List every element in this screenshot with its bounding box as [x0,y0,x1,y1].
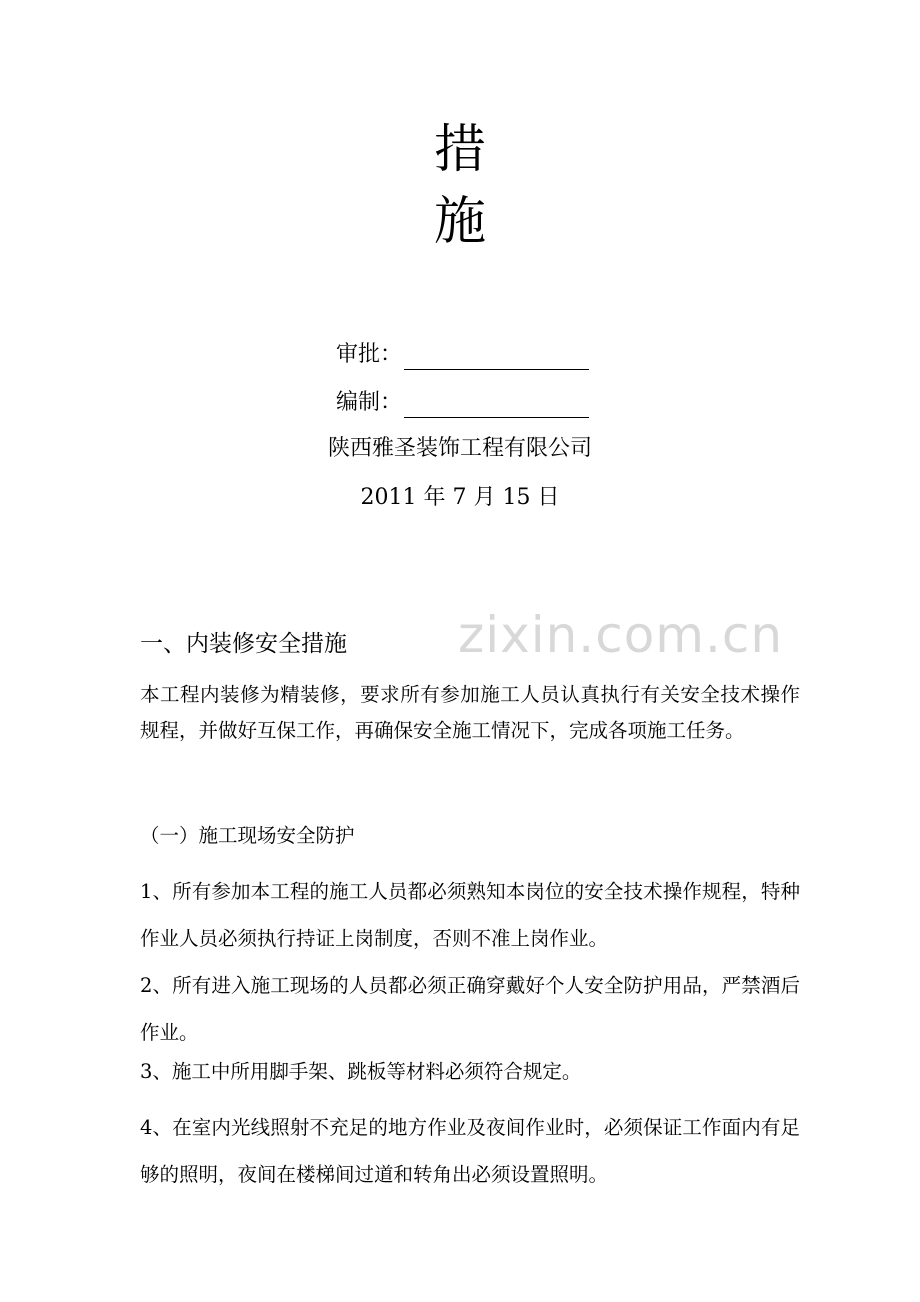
list-item: 4、在室内光线照射不充足的地方作业及夜间作业时，必须保证工作面内有足够的照明，夜间在楼梯间过道和转角出必须设置照明。 [140,1116,800,1186]
intro-paragraph: 本工程内装修为精装修，要求所有参加施工人员认真执行有关安全技术操作规程，并做好互保工作，再确保安全施工情况下，完成各项施工任务。 [140,683,800,742]
document-title-char-1: 措 [433,120,486,180]
approve-signature-row [336,340,589,370]
document-title-char-2: 施 [433,192,486,252]
list-item: 3、施工中所用脚手架、跳板等材料必须符合规定。 [140,1060,582,1083]
approve-signature-line [404,347,589,370]
company-name: 陕西雅圣装饰工程有限公司 [327,436,592,461]
document-date: 2011 年 7 月 15 日 [360,485,560,510]
compile-signature-row [336,388,589,418]
list-item: 2、所有进入施工现场的人员都必须正确穿戴好个人安全防护用品，严禁酒后作业。 [140,974,800,1044]
list-item: 1、所有参加本工程的施工人员都必须熟知本岗位的安全技术操作规程，特种作业人员必须执行持证上岗制度，否则不准上岗作业。 [140,880,800,950]
approve-label: 审批： [336,342,403,367]
section-heading: 一、内装修安全措施 [140,631,347,657]
watermark: zixin.com.cn [458,606,784,664]
subsection-heading: （一）施工现场安全防护 [140,824,355,847]
compile-signature-line [404,395,589,418]
compile-label: 编制： [336,390,403,415]
